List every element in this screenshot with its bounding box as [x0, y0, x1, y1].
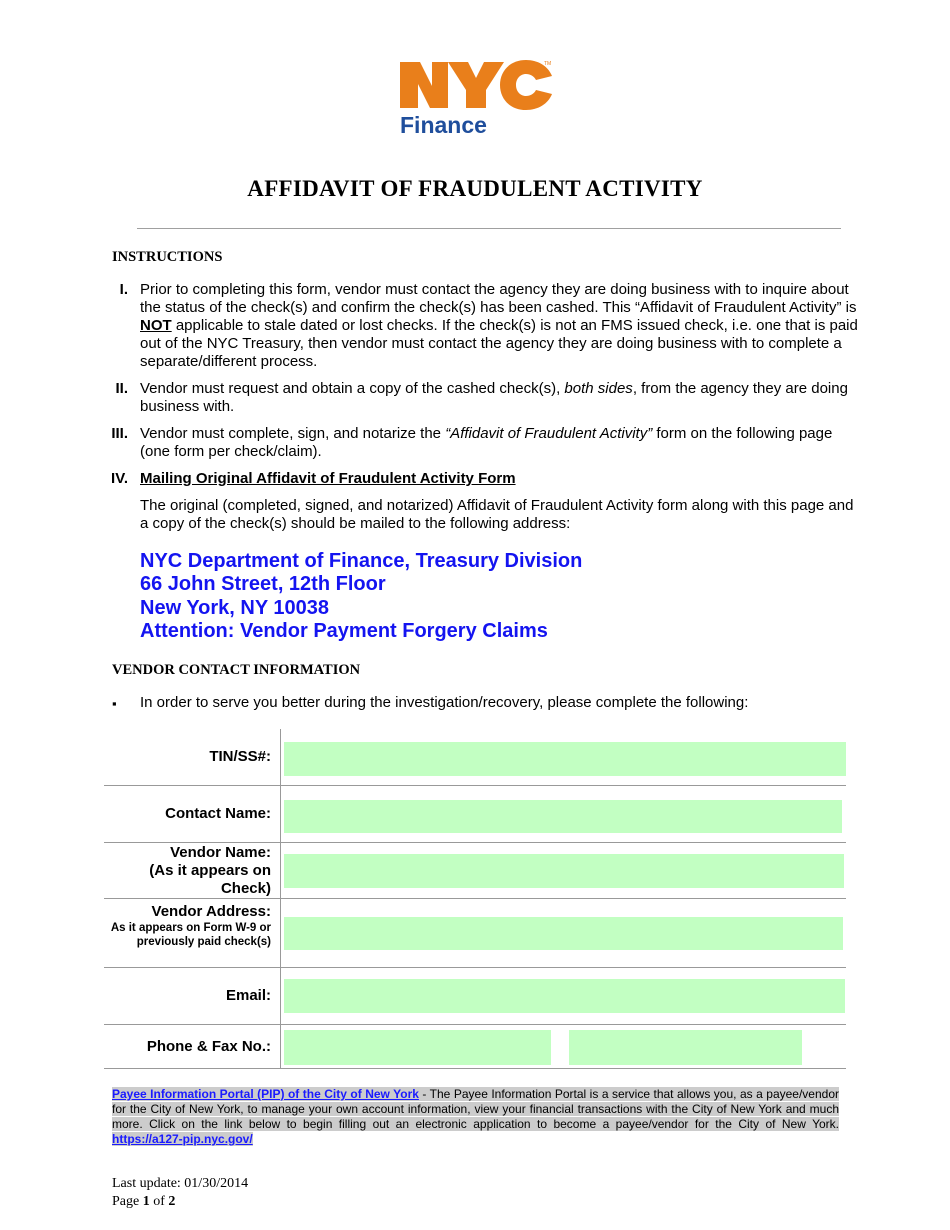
- svg-text:TM: TM: [544, 61, 552, 67]
- item-number: I.: [119, 281, 128, 298]
- nyc-logo-icon: [398, 58, 558, 138]
- fax-input[interactable]: [569, 1030, 802, 1065]
- instruction-item-3: Vendor must complete, sign, and notarize the “Affidavit of Fraudulent Activity” form on the following page (one form per check/claim).: [140, 425, 833, 460]
- vendor-address-input[interactable]: [284, 917, 843, 950]
- vendor-contact-heading: VENDOR CONTACT INFORMATION: [112, 662, 361, 678]
- item-number: IV.: [111, 470, 128, 487]
- email-label: Email:: [225, 987, 271, 1004]
- row-divider: [104, 1068, 846, 1069]
- address-line: New York, NY 10038: [140, 596, 330, 619]
- vendor-name-input[interactable]: [284, 854, 844, 888]
- bullet-icon: ▪: [112, 696, 117, 711]
- tin-label: TIN/SS#:: [209, 748, 271, 765]
- item-number: III.: [111, 425, 128, 442]
- row-divider: [104, 842, 846, 843]
- table-divider: [280, 729, 281, 1069]
- last-update: Last update: 01/30/2014: [112, 1176, 249, 1191]
- nyc-finance-logo: [398, 58, 558, 138]
- instruction-item-1: Prior to completing this form, vendor must contact the agency they are doing business with to inquire about the status of the check(s) and confirm the check(s) has been cashed. This “Affidavit of Fraudulent Activity” is NOT applicable to stale dated or lost checks. If the check(s) is not an FMS issued check, i.e. one that is paid out of the NYC Treasury, then vendor must contact the agency they are doing business with to complete a separate/different process.: [140, 281, 858, 370]
- vendor-address-sublabel: As it appears on Form W-9 or previously paid check(s): [110, 922, 271, 948]
- page-number: Page 1 of 2: [112, 1194, 176, 1209]
- pip-notice: Payee Information Portal (PIP) of the City of New York - The Payee Information Portal is a service that allows you, as a payee/vendor for the City of New York, to manage your own account information, view your financial transactions with the City of New York and much more. Click on the link below to begin filling out an electronic application to become a payee/vendor for the City of New York. https://a127-pip.nyc.gov/: [112, 1087, 839, 1146]
- finance-wordmark: Finance: [400, 112, 487, 138]
- address-line: Attention: Vendor Payment Forgery Claims: [140, 619, 548, 642]
- phone-fax-label: Phone & Fax No.:: [146, 1038, 271, 1055]
- title-divider: [137, 228, 841, 229]
- row-divider: [104, 967, 846, 968]
- email-input[interactable]: [284, 979, 845, 1013]
- phone-input[interactable]: [284, 1030, 551, 1065]
- vendor-address-label: Vendor Address: As it appears on Form W-9 or previously paid check(s): [104, 903, 271, 949]
- address-line: 66 John Street, 12th Floor: [140, 573, 386, 596]
- mailing-instructions: The original (completed, signed, and notarized) Affidavit of Fraudulent Activity form along with this page and a copy of the check(s) should be mailed to the following address:: [140, 497, 854, 532]
- item-number: II.: [115, 380, 128, 397]
- row-divider: [104, 785, 846, 786]
- vendor-name-sublabel: (As it appears on Check): [149, 862, 271, 897]
- instructions-heading: INSTRUCTIONS: [112, 249, 223, 265]
- pip-link[interactable]: Payee Information Portal (PIP) of the City of New York: [112, 1087, 419, 1101]
- contact-name-input[interactable]: [284, 800, 842, 833]
- tin-input[interactable]: [284, 742, 846, 776]
- pip-url-link[interactable]: https://a127-pip.nyc.gov/: [112, 1132, 253, 1146]
- row-divider: [104, 1024, 846, 1025]
- vendor-contact-instructions: In order to serve you better during the investigation/recovery, please complete the following:: [140, 694, 749, 711]
- mailing-address: [140, 550, 582, 643]
- page-footer: [112, 1175, 248, 1211]
- mailing-heading: Mailing Original Affidavit of Fraudulent Activity Form: [140, 470, 516, 487]
- vendor-name-label: Vendor Name: (As it appears on Check): [104, 844, 271, 898]
- page-title: AFFIDAVIT OF FRAUDULENT ACTIVITY: [247, 176, 703, 201]
- instruction-item-2: Vendor must request and obtain a copy of the cashed check(s), both sides, from the agency they are doing business with.: [140, 380, 848, 415]
- row-divider: [104, 898, 846, 899]
- contact-name-label: Contact Name:: [165, 805, 271, 822]
- address-line: NYC Department of Finance, Treasury Division: [140, 550, 583, 572]
